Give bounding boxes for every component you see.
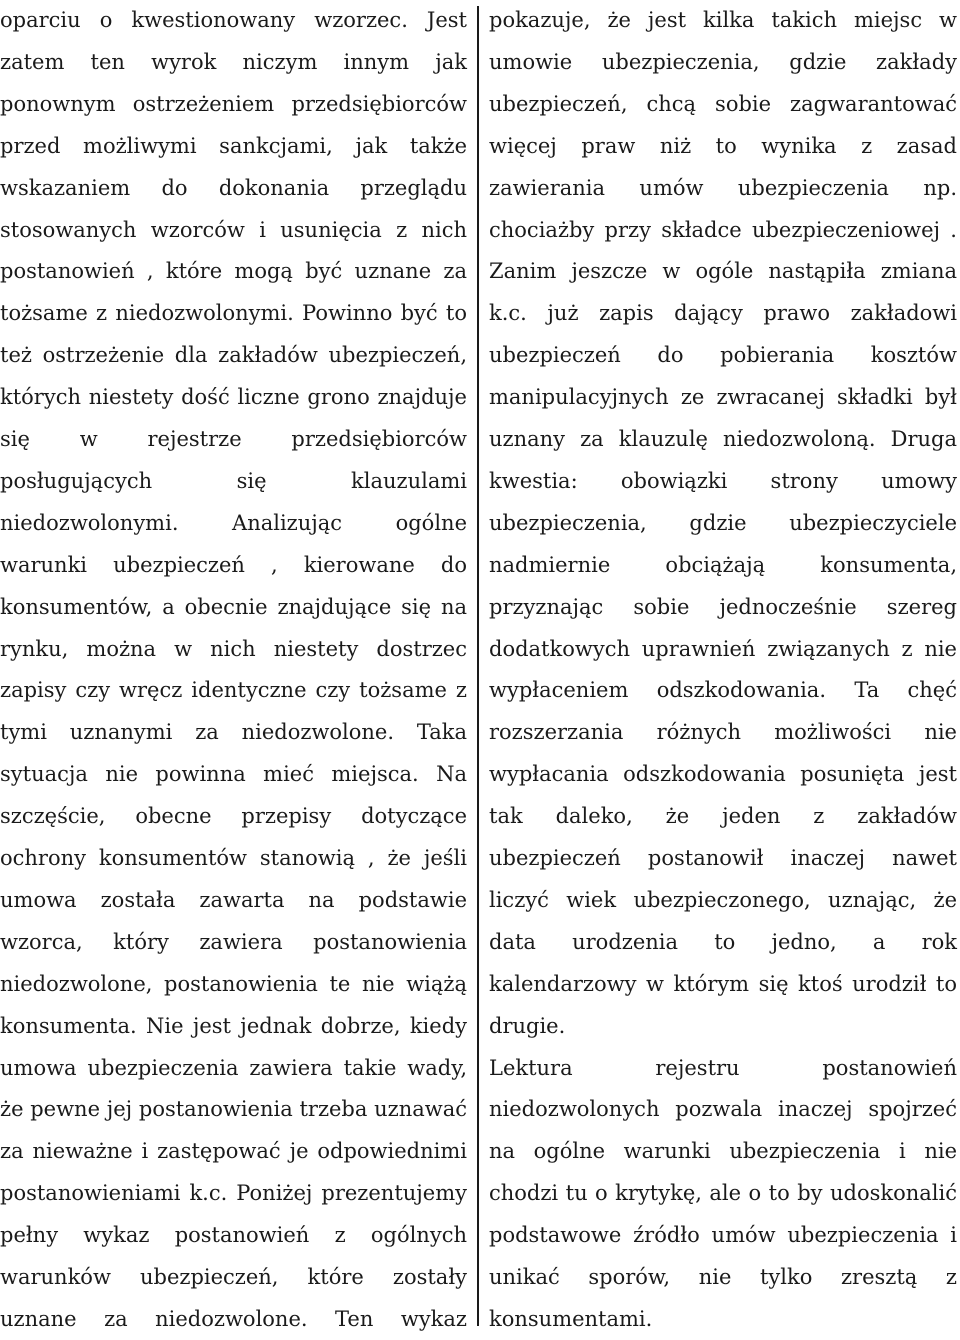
text-line: umowa została zawarta na podstawie <box>0 887 467 912</box>
text-line: kalendarzowy w którym się ktoś urodził to <box>489 971 957 996</box>
text-line: konsumenta. Nie jest jednak dobrze, kiedy <box>0 1013 467 1038</box>
text-line: tak daleko, że jeden z zakładów <box>489 804 957 829</box>
text-line: tymi uznanymi za niedozwolone. Taka <box>0 720 467 745</box>
text-line: ochrony konsumentów stanowią , że jeśli <box>0 846 467 870</box>
text-line: za nieważne i zastępować je odpowiednimi <box>0 1139 467 1164</box>
text-line: na ogólne warunki ubezpieczenia i nie <box>489 1139 957 1164</box>
text-line: k.c. już zapis dający prawo zakładowi <box>489 301 957 326</box>
text-line: uznane za niedozwolone. Ten wykaz <box>0 1306 467 1331</box>
text-line: szczęście, obecne przepisy dotyczące <box>0 804 467 829</box>
text-line: pokazuje, że jest kilka takich miejsc w <box>489 8 957 32</box>
column-divider <box>477 6 479 1326</box>
text-line: rozszerzania różnych możliwości nie <box>489 720 957 745</box>
text-line: postanowień , które mogą być uznane za <box>0 259 467 284</box>
text-line: zatem ten wyrok niczym innym jak <box>0 49 467 74</box>
text-line: ponownym ostrzeżeniem przedsiębiorców <box>0 91 467 116</box>
text-line: unikać sporów, nie tylko zresztą z <box>489 1265 957 1289</box>
text-line: umowie ubezpieczenia, gdzie zakłady <box>489 49 957 74</box>
text-line: ubezpieczeń postanowił inaczej nawet <box>489 846 957 870</box>
text-line: postanowieniami k.c. Poniżej prezentujemy <box>0 1181 467 1206</box>
text-line: wzorca, który zawiera postanowienia <box>0 929 467 954</box>
text-line: podstawowe źródło umów ubezpieczenia i <box>489 1223 957 1248</box>
text-line: drugie. <box>489 1013 566 1038</box>
text-line: niedozwolonymi. Analizując ogólne <box>0 510 467 535</box>
text-line: przed możliwymi sankcjami, jak także <box>0 133 467 158</box>
text-line: data urodzenia to jedno, a rok <box>489 929 957 954</box>
text-line: Lektura rejestru postanowień <box>489 1055 957 1080</box>
text-line: wypłacania odszkodowania posunięta jest <box>489 762 957 787</box>
text-line: niedozwolone, postanowienia te nie wiążą <box>0 971 467 996</box>
text-line: warunków ubezpieczeń, które zostały <box>0 1265 467 1289</box>
text-line: rynku, można w nich niestety dostrzec <box>0 636 467 661</box>
text-line: konsumentów, a obecnie znajdujące się na <box>0 594 467 619</box>
text-line: wypłaceniem odszkodowania. Ta chęć <box>489 678 957 703</box>
text-line: stosowanych wzorców i usunięcia z nich <box>0 217 467 242</box>
text-line: kwestia: obowiązki strony umowy <box>489 468 957 493</box>
left-text-column <box>0 0 467 1329</box>
text-line: pełny wykaz postanowień z ogólnych <box>0 1223 467 1248</box>
text-line: oparciu o kwestionowany wzorzec. Jest <box>0 8 467 32</box>
text-line: wskazaniem do dokonania przeglądu <box>0 175 467 200</box>
text-line: liczyć wiek ubezpieczonego, uznając, że <box>489 887 957 912</box>
text-line: konsumentami. <box>489 1306 653 1331</box>
text-line: chociażby przy składce ubezpieczeniowej . <box>489 217 957 242</box>
text-line: przyznając sobie jednocześnie szereg <box>489 594 957 619</box>
text-line: dodatkowych uprawnień związanych z nie <box>489 636 957 661</box>
text-line: niedozwolonych pozwala inaczej spojrzeć <box>489 1097 957 1122</box>
text-line: manipulacyjnych ze zwracanej składki był <box>489 385 957 410</box>
text-line: więcej praw niż to wynika z zasad <box>489 133 957 158</box>
text-line: których niestety dość liczne grono znajduje <box>0 385 467 410</box>
text-line: tożsame z niedozwolonymi. Powinno być to <box>0 301 467 326</box>
text-line: się w rejestrze przedsiębiorców <box>0 427 467 451</box>
text-line: że pewne jej postanowienia trzeba uznawać <box>0 1097 467 1122</box>
text-line: ubezpieczenia, gdzie ubezpieczyciele <box>489 510 957 535</box>
text-line: warunki ubezpieczeń , kierowane do <box>0 552 467 577</box>
text-line: posługujących się klauzulami <box>0 468 467 493</box>
text-line: Zanim jeszcze w ogóle nastąpiła zmiana <box>489 259 957 284</box>
text-line: umowa ubezpieczenia zawiera takie wady, <box>0 1055 467 1080</box>
text-line: zapisy czy wręcz identyczne czy tożsame z <box>0 678 467 703</box>
text-line: nadmiernie obciążają konsumenta, <box>489 552 957 577</box>
right-text-column <box>489 0 957 1329</box>
text-line: sytuacja nie powinna mieć miejsca. Na <box>0 762 467 787</box>
text-line: uznany za klauzulę niedozwoloną. Druga <box>489 427 957 451</box>
text-line: zawierania umów ubezpieczenia np. <box>489 175 957 200</box>
text-line: ubezpieczeń do pobierania kosztów <box>489 343 957 368</box>
text-line: też ostrzeżenie dla zakładów ubezpieczeń, <box>0 343 467 368</box>
text-line: ubezpieczeń, chcą sobie zagwarantować <box>489 91 957 116</box>
text-line: chodzi tu o krytykę, ale o to by udoskonalić <box>489 1181 957 1206</box>
